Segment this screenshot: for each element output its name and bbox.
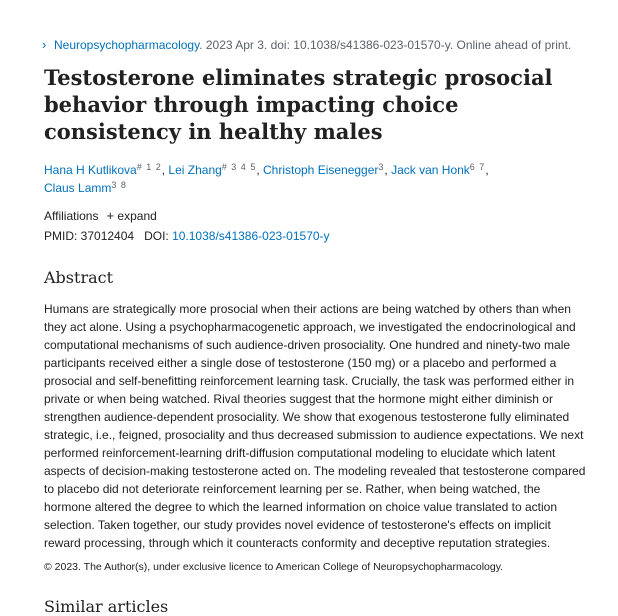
author-affiliation-refs[interactable]: # 1 2 [136,162,162,172]
authors-list: Hana H Kutlikova$^{\# 1 2}$, Lei Zhang$^{\# 3 4 5}$, Christoph Eisenegger$^3$, Jack van Honk$^{6 7}$, Claus Lamm$^{3 8}$ [44,162,489,195]
expand-label[interactable]: expand [117,209,157,223]
author-affiliation-refs[interactable]: 3 8 [111,180,127,190]
copyright-notice: © 2023. The Author(s), under exclusive licence to American College of Neuropsychopharmacology. [44,561,504,573]
author-link[interactable]: Christoph Eisenegger [263,163,379,177]
doi-link[interactable]: 10.1038/s41386-023-01570-y [172,229,330,243]
citation-line [44,37,571,52]
affiliations-toggle[interactable] [44,208,157,223]
affiliations-label: Affiliations [44,209,99,223]
article-title: Testosterone eliminates strategic prosocial behavior through impacting choice consistency in healthy males [44,65,553,144]
author-affiliation-refs[interactable]: 3 [378,162,385,172]
doi-label: DOI: [144,229,169,243]
pmid: PMID: 37012404 [44,229,135,243]
author-link[interactable]: Lei Zhang [168,163,222,177]
similar-articles-heading: Similar articles [44,597,169,616]
author-affiliation-refs[interactable]: # 3 4 5 [221,162,257,172]
plus-icon: + [106,208,115,223]
author-link[interactable]: Jack van Honk [391,163,470,177]
chevron-right-icon[interactable]: › [42,37,47,52]
journal-link[interactable]: Neuropsychopharmacology [54,38,200,52]
author-affiliation-refs[interactable]: 6 7 [469,162,486,172]
identifiers [44,229,330,243]
author-link[interactable]: Hana H Kutlikova [44,163,137,177]
abstract-heading: Abstract [44,268,114,287]
abstract-text: Humans are strategically more prosocial when their actions are being watched by others than when they act alone. Using a psychopharmacogenetic approach, we investigated the endocrinological and computational mechanisms of such audience-driven prosociality. One hundred and ninety-two male participants received either a single dose of testosterone (150 mg) or a placebo and performed a prosocial and self-benefitting reinforcement learning task. Crucially, the task was performed either in private or when being watched. Rival theories suggest that the hormone might either diminish or strengthen audience-dependent prosociality. We show that exogenous testosterone fully eliminated strategic, i.e., feigned, prosociality and thus decreased submission to audience expectations. We next performed reinforcement-learning drift-diffusion computational modeling to elucidate which latent aspects of decision-making testosterone acted on. The modeling revealed that testosterone compared to placebo did not deteriorate reinforcement learning per se. Rather, when being watched, the hormone altered the degree to which the learned information on choice value translated to action selection. Taken together, our study provides novel evidence of testosterone's effects on implicit reward processing, through which it counteracts conformity and deceptive reputation strategies. [44,302,586,550]
author-link[interactable]: Claus Lamm [44,181,112,195]
citation-details: . 2023 Apr 3. doi: 10.1038/s41386-023-01570-y. Online ahead of print. [199,38,572,52]
